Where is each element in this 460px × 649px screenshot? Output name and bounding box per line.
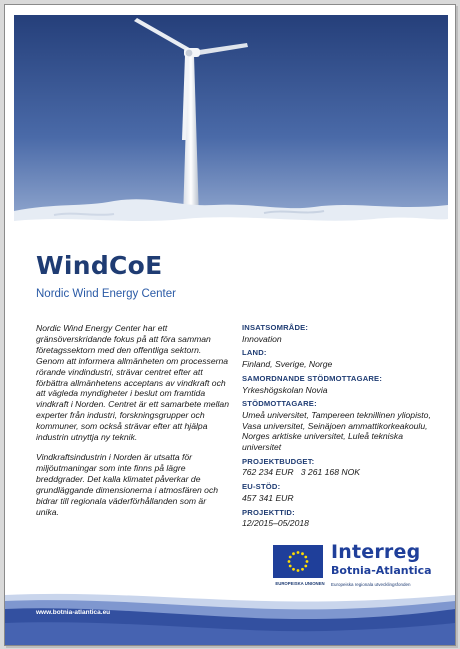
- interreg-wordmark: Interreg: [331, 541, 421, 563]
- info-value: Yrkeshögskolan Novia: [242, 384, 328, 395]
- info-label: PROJEKTTID:: [242, 507, 295, 517]
- page-subtitle: Nordic Wind Energy Center: [36, 288, 176, 300]
- info-eu-support: [242, 482, 442, 503]
- info-beneficiaries: [242, 399, 442, 453]
- info-label: EU-STÖD:: [242, 482, 281, 492]
- info-value: 457 341 EUR: [242, 492, 294, 503]
- interreg-logo: [273, 542, 443, 592]
- info-label: PROJEKTBUDGET:: [242, 456, 315, 466]
- eu-caption: EUROPEISKA UNIONEN: [275, 581, 325, 586]
- info-value: Innovation: [242, 333, 282, 344]
- info-value: 12/2015–05/2018: [242, 518, 309, 529]
- info-project-budget: [242, 457, 442, 478]
- project-info-column: [242, 323, 442, 533]
- eu-flag-icon: [273, 545, 323, 578]
- info-value: Finland, Sverige, Norge: [242, 359, 333, 370]
- info-value: 762 234 EUR 3 261 168 NOK: [242, 467, 361, 478]
- description-paragraph-2: Vindkraftsindustrin i Norden är utsatta för miljöutmaningar som inte finns på lägre breddgrader. Det kalla klimatet påverkar de grundläggande dimensionerna i atmosfären och bidrar till regionala väderförhållanden som är unika.: [36, 451, 219, 517]
- description-paragraph-1: Nordic Wind Energy Center har ett gränsöverskridande fokus på att föra samman företagssektorn med den offentliga sektorn. Genom att informera allmänheten om processerna rörande vindindustri, strävar centret efter att förbättra allmänhetens acceptans av vindkraft och att vägleda myndigheter i beslut om framtida vindkraft i Norden. Centret är ett samarbete mellan experter från industri, forskningsgrupper och kommuner, som också strävar efter att hjälpa industrin utnyttja ny teknik.: [36, 323, 229, 443]
- info-priority-area: [242, 323, 442, 344]
- footer-wave: [5, 589, 455, 645]
- wind-turbine-photo: [14, 15, 448, 237]
- info-label: LAND:: [242, 348, 267, 358]
- info-value: Umeå universitet, Tampereen teknillinen yliopisto, Vasa universitet, Seinäjoen ammattikorkeakoulu, Norges arktiske universitet, Luleå tekniska universitet: [242, 409, 431, 453]
- page-title: WindCoE: [36, 251, 163, 280]
- info-label: STÖDMOTTAGARE:: [242, 399, 317, 409]
- description-column: [36, 323, 231, 526]
- info-label: SAMORDNANDE STÖDMOTTAGARE:: [242, 373, 383, 383]
- interreg-region: Botnia-Atlantica: [331, 564, 432, 577]
- info-lead-beneficiary: [242, 374, 442, 395]
- info-country: [242, 348, 442, 369]
- info-project-period: [242, 508, 442, 529]
- interreg-caption: Europeiska regionala utvecklingsfonden: [331, 582, 411, 587]
- info-label: INSATSOMRÅDE:: [242, 323, 309, 332]
- document-page: [4, 4, 456, 646]
- footer-url-link[interactable]: www.botnia-atlantica.eu: [36, 609, 111, 616]
